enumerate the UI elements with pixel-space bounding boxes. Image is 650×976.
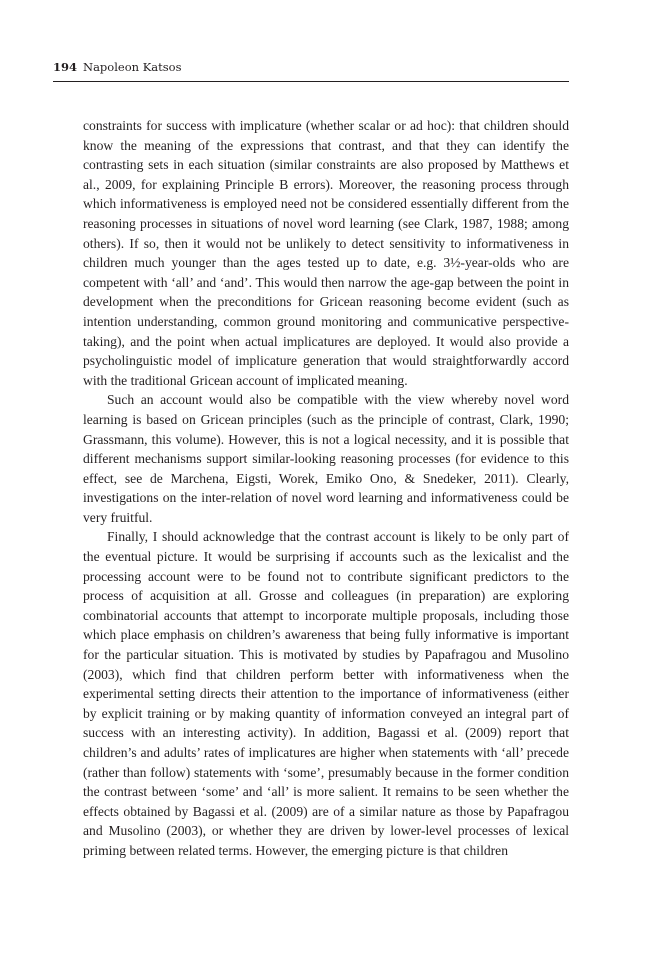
paragraph-2: Such an account would also be compatible with the view whereby novel word learning is based on Gricean principles (such as the principle of contrast, Clark, 1990; Grassmann, this volume). However, this is not a logical necessity, and it is possible that different mechanisms support similar-looking reasoning processes (for evidence to this effect, see de Marchena, Eigsti, Worek, Emiko Ono, & Snedeker, 2011). Clearly, investigations on the inter-relation of novel word learning and informativeness could be very fruitful. xyxy=(83,392,569,525)
running-head-author: Napoleon Katsos xyxy=(83,60,182,74)
body-text xyxy=(83,116,569,861)
running-header xyxy=(53,58,569,82)
page-number: 194 xyxy=(53,60,78,74)
paragraph-1: constraints for success with implicature (whether scalar or ad hoc): that children should know the meaning of the expressions that contrast, and that they can identify the contrasting sets in each situation (similar constraints are also proposed by Matthews et al., 2009, for explaining Principle B errors). Moreover, the reasoning process through which informativeness is employed need not be considered essentially different from the reasoning processes in situations of novel word learning (see Clark, 1987, 1988; among others). If so, then it would not be unlikely to detect sensitivity to informativeness in children much younger than the ages tested up to date, e.g. 3½-year-olds who are competent with ‘all’ and ‘and’. This would then narrow the age-gap between the point in development when the preconditions for Gricean reasoning become evident (such as intention understanding, common ground monitoring and communicative perspective-taking), and the point when actual implicatures are deployed. It would also provide a psycholinguistic model of implicature generation that would straightforwardly accord with the traditional Gricean account of implicated meaning. xyxy=(83,118,569,388)
paragraph-3: Finally, I should acknowledge that the contrast account is likely to be only part of the eventual picture. It would be surprising if accounts such as the lexicalist and the processing account were to be found not to contribute significant predictors to the process of acquisition at all. Grosse and colleagues (in preparation) are exploring combinatorial accounts that attempt to incorporate multiple proposals, including those which place emphasis on children’s awareness that being fully informative is important for the particular situation. This is motivated by studies by Papafragou and Musolino (2003), which find that children perform better with informativeness when the experimental setting directs their attention to the importance of informativeness (either by explicit training or by making quantity of information conveyed an integral part of success with an interesting activity). In addition, Bagassi et al. (2009) report that children’s and adults’ rates of implicatures are higher when statements with ‘all’ precede (rather than follow) statements with ‘some’, presumably because in the former condition the contrast between ‘some’ and ‘all’ is more salient. It remains to be seen whether the effects obtained by Bagassi et al. (2009) are of a similar nature as those by Papafragou and Musolino (2003), or whether they are driven by lower-level processes of lexical priming between related terms. However, the emerging picture is that children xyxy=(83,529,569,858)
